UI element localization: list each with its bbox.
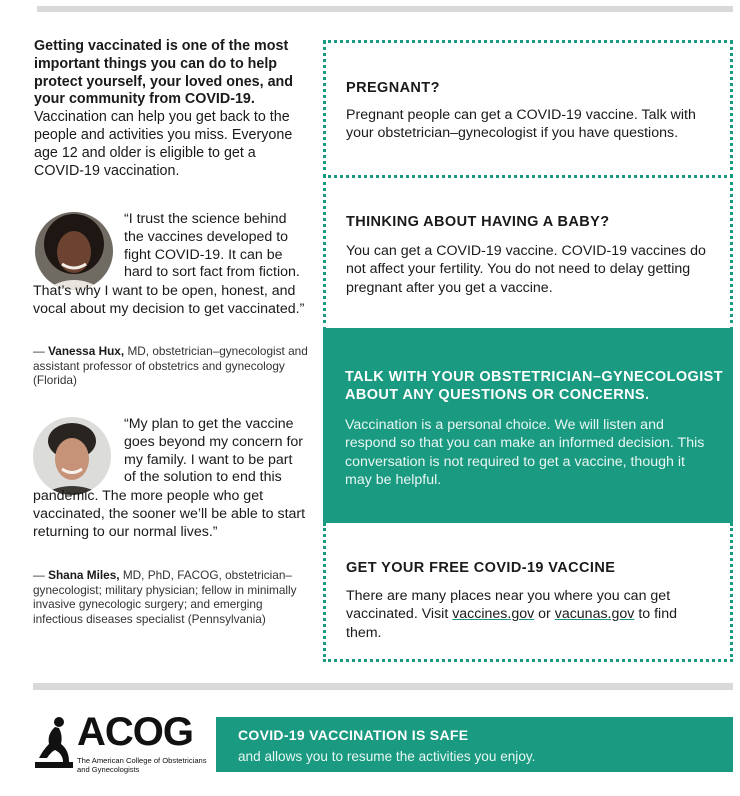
intro-bold: Getting vaccinated is one of the most important things you can do to help protect yourself, your loved ones, and your community from COVID-19.: [34, 38, 293, 108]
acog-logo-figure-icon: [33, 714, 75, 772]
vacunas-gov-link[interactable]: vacunas.gov: [554, 606, 635, 623]
footer-divider: [33, 683, 733, 690]
quote2-title: MD, PhD, FACOG, obstetrician–gynecologist; military physician; fellow in minimally invasive gynecologic surgery; and emerging infectious diseases specialist (Pennsylvania): [33, 568, 297, 626]
talk-heading: TALK WITH YOUR OBSTETRICIAN–GYNECOLOGIST ABOUT ANY QUESTIONS OR CONCERNS.: [345, 369, 723, 403]
intro-rest: Vaccination can help you get back to the people and activities you miss. Everyone age 12 and older is eligible to get a COVID-19 vaccination.: [34, 109, 293, 179]
talk-box: [323, 328, 733, 523]
portrait-shana-miles: [33, 417, 111, 495]
portrait-vanessa-hux: [35, 212, 113, 290]
or-text: or: [534, 606, 555, 623]
free-vaccine-box: [323, 523, 733, 662]
quote2-text-top: “My plan to get the vaccine goes beyond my concern for my family. I want to be part of the solution to end this: [124, 416, 304, 486]
free-vaccine-body: [346, 587, 716, 642]
talk-body: Vaccination is a personal choice. We will listen and respond so that you can make an informed decision. This conversation is not required to get a vaccine, though it may be helpful.: [345, 417, 705, 488]
quote1-text-bottom: That’s why I want to be open, honest, and vocal about my decision to get vaccinated.”: [33, 283, 305, 317]
quote2-attribution: [33, 568, 308, 626]
dash: —: [33, 568, 45, 582]
pregnant-box: [323, 40, 733, 178]
pregnant-heading: PREGNANT?: [346, 80, 440, 96]
quote1-text-top: “I trust the science behind the vaccines developed to fight COVID-19. It can be hard to sort fact from fiction.: [124, 211, 300, 281]
banner-title: COVID-19 VACCINATION IS SAFE: [238, 727, 469, 743]
baby-box: [323, 175, 733, 330]
dash: —: [33, 344, 45, 358]
intro-paragraph: [34, 38, 296, 180]
quote2-text-bottom: pandemic. The more people who get vaccinated, the sooner we’ll be able to start returning to our normal lives.”: [33, 488, 306, 540]
baby-body: You can get a COVID-19 vaccine. COVID-19 vaccines do not affect your fertility. You do not need to delay getting pregnant after you get a vaccine.: [346, 243, 706, 296]
free-body-end: to find them.: [346, 606, 677, 641]
free-vaccine-heading: GET YOUR FREE COVID-19 VACCINE: [346, 560, 616, 576]
quote1-attribution: [33, 344, 318, 388]
acog-logo-text: ACOG: [77, 710, 193, 754]
quote1-title: MD, obstetrician–gynecologist and assistant professor of obstetrics and gynecology (Florida): [33, 344, 308, 388]
acog-logo-subtitle: The American College of Obstetricians and Gynecologists: [77, 756, 207, 774]
quote2-name: Shana Miles,: [48, 568, 120, 582]
pregnant-body: Pregnant people can get a COVID-19 vaccine. Talk with your obstetrician–gynecologist if you have questions.: [346, 107, 696, 142]
banner-subtitle: and allows you to resume the activities you enjoy.: [238, 749, 536, 764]
top-divider: [37, 6, 733, 12]
acog-logo: [33, 710, 207, 776]
vaccines-gov-link[interactable]: vaccines.gov: [452, 606, 535, 623]
baby-heading: THINKING ABOUT HAVING A BABY?: [346, 214, 610, 230]
free-body-start: There are many places near you where you can get vaccinated. Visit: [346, 588, 671, 623]
safety-banner: [216, 717, 733, 772]
quote1-name: Vanessa Hux,: [48, 344, 125, 358]
